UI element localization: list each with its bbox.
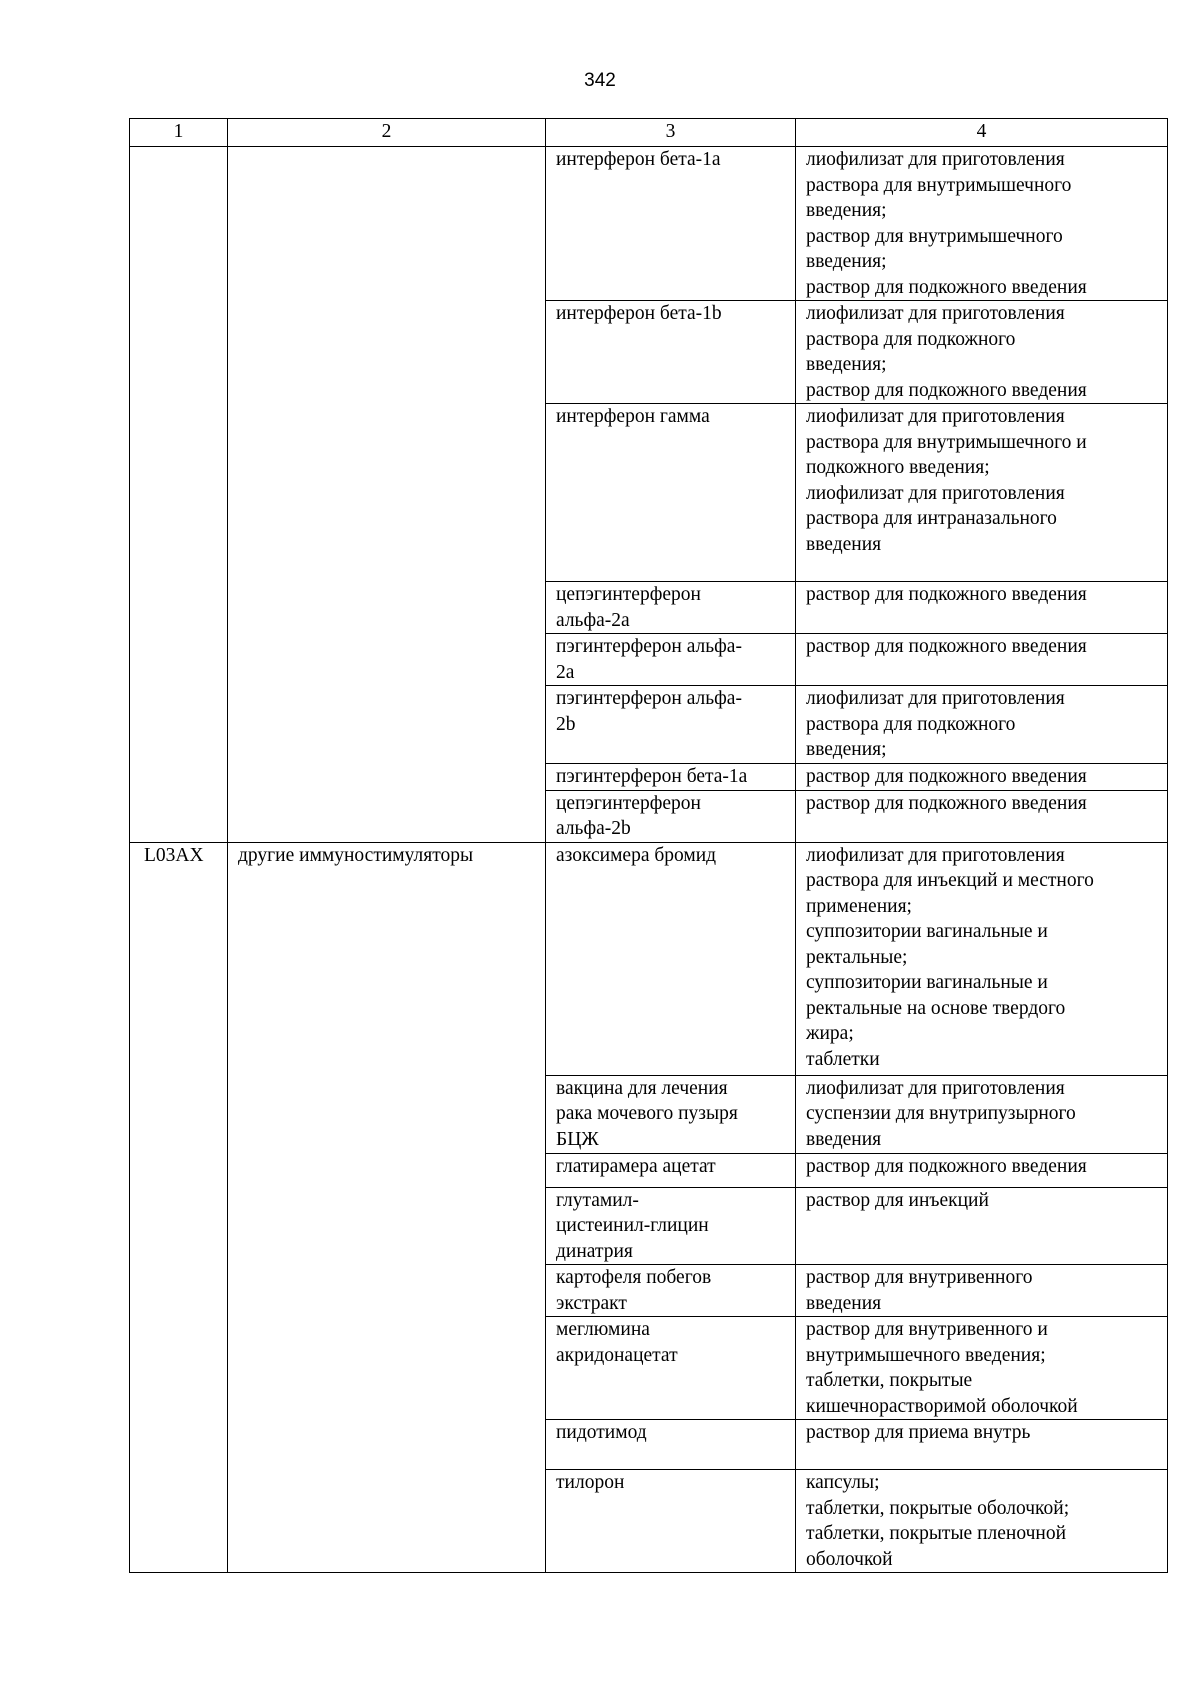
dosage-forms-cell: раствор для подкожного введения bbox=[796, 634, 1168, 686]
drug-name-cell: цепэгинтерферон альфа-2a bbox=[546, 582, 796, 634]
header-cell: 4 bbox=[796, 119, 1168, 147]
dosage-forms-cell: лиофилизат для приготовления раствора для внутримышечного введения; раствор для внутримышечного введения; раствор для подкожного введения bbox=[796, 147, 1168, 301]
drug-name-cell: меглюмина акридонацетат bbox=[546, 1317, 796, 1420]
dosage-forms-cell: раствор для подкожного введения bbox=[796, 1153, 1168, 1187]
drug-name-cell: тилорон bbox=[546, 1470, 796, 1573]
atc-code-cell bbox=[130, 147, 228, 843]
drug-name-cell: картофеля побегов экстракт bbox=[546, 1265, 796, 1317]
dosage-forms-cell: раствор для подкожного введения bbox=[796, 764, 1168, 791]
page-number: 342 bbox=[584, 70, 616, 91]
drug-table bbox=[129, 118, 1168, 1573]
dosage-forms-cell: раствор для инъекций bbox=[796, 1187, 1168, 1265]
dosage-forms-cell: раствор для приема внутрь bbox=[796, 1420, 1168, 1470]
dosage-forms-cell: лиофилизат для приготовления раствора для подкожного введения; bbox=[796, 686, 1168, 764]
drug-name-cell: интерферон бета-1a bbox=[546, 147, 796, 301]
dosage-forms-cell: раствор для внутривенного введения bbox=[796, 1265, 1168, 1317]
dosage-forms-cell: лиофилизат для приготовления раствора для подкожного введения; раствор для подкожного введения bbox=[796, 301, 1168, 404]
dosage-forms-cell: лиофилизат для приготовления раствора для внутримышечного и подкожного введения; лиофилизат для приготовления раствора для интраназального введения bbox=[796, 404, 1168, 582]
drug-name-cell: глутамил- цистеинил-глицин динатрия bbox=[546, 1187, 796, 1265]
dosage-forms-cell: капсулы; таблетки, покрытые оболочкой; таблетки, покрытые пленочной оболочкой bbox=[796, 1470, 1168, 1573]
drug-name-cell: глатирамера ацетат bbox=[546, 1153, 796, 1187]
drug-name-cell: пэгинтерферон бета-1a bbox=[546, 764, 796, 791]
header-cell: 3 bbox=[546, 119, 796, 147]
header-cell: 1 bbox=[130, 119, 228, 147]
dosage-forms-cell: лиофилизат для приготовления суспензии для внутрипузырного введения bbox=[796, 1075, 1168, 1153]
drug-name-cell: вакцина для лечения рака мочевого пузыря БЦЖ bbox=[546, 1075, 796, 1153]
dosage-forms-cell: раствор для подкожного введения bbox=[796, 790, 1168, 842]
dosage-forms-cell: раствор для внутривенного и внутримышечного введения; таблетки, покрытые кишечнорастворимой оболочкой bbox=[796, 1317, 1168, 1420]
drug-name-cell: азоксимера бромид bbox=[546, 842, 796, 1075]
drug-name-cell: интерферон гамма bbox=[546, 404, 796, 582]
table-header-row bbox=[130, 119, 1168, 147]
drug-name-cell: цепэгинтерферон альфа-2b bbox=[546, 790, 796, 842]
dosage-forms-cell: раствор для подкожного введения bbox=[796, 582, 1168, 634]
dosage-forms-cell: лиофилизат для приготовления раствора для инъекций и местного применения; суппозитории вагинальные и ректальные; суппозитории вагинальные и ректальные на основе твердого жира; таблетки bbox=[796, 842, 1168, 1075]
header-cell: 2 bbox=[228, 119, 546, 147]
table-row bbox=[130, 147, 1168, 301]
group-name-cell bbox=[228, 147, 546, 843]
atc-code-cell: L03AX bbox=[130, 842, 228, 1573]
group-name-cell: другие иммуностимуляторы bbox=[228, 842, 546, 1573]
drug-name-cell: интерферон бета-1b bbox=[546, 301, 796, 404]
table-row bbox=[130, 842, 1168, 1075]
drug-name-cell: пэгинтерферон альфа- 2a bbox=[546, 634, 796, 686]
drug-name-cell: пидотимод bbox=[546, 1420, 796, 1470]
drug-name-cell: пэгинтерферон альфа- 2b bbox=[546, 686, 796, 764]
